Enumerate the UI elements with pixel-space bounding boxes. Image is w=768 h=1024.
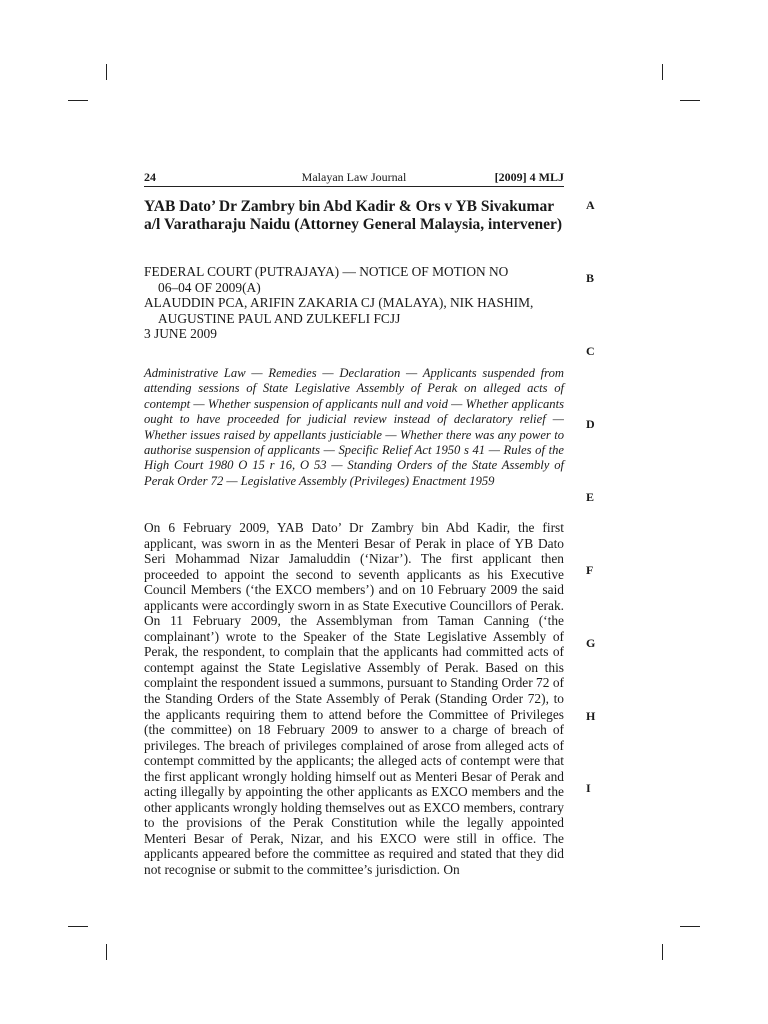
page-number: 24 (144, 170, 156, 184)
margin-letter: B (586, 271, 595, 285)
journal-title: Malayan Law Journal (301, 170, 407, 184)
margin-letter: E (586, 490, 595, 504)
margin-letter: H (586, 709, 596, 723)
crop-mark-top-right-vertical (662, 64, 663, 80)
judgment-date: 3 JUNE 2009 (144, 326, 217, 341)
crop-mark-bottom-right-vertical (662, 944, 663, 960)
margin-letter: I (586, 781, 591, 795)
running-header (144, 170, 564, 186)
margin-letter: C (586, 344, 595, 358)
court-info (144, 264, 564, 342)
crop-mark-top-right-horizontal (680, 100, 700, 101)
court-line: FEDERAL COURT (PUTRAJAYA) — NOTICE OF MOTION NO (144, 264, 509, 279)
case-title: YAB Dato’ Dr Zambry bin Abd Kadir & Ors v YB Sivakumar a/l Varatharaju Naidu (Attorney General Malaysia, intervener) (144, 198, 563, 233)
citation: [2009] 4 MLJ (494, 170, 564, 184)
judges-line-continued: AUGUSTINE PAUL AND ZULKEFLI FCJJ (158, 310, 401, 326)
margin-letter: D (586, 417, 595, 431)
crop-mark-bottom-left-horizontal (68, 926, 88, 927)
crop-mark-bottom-right-horizontal (680, 926, 700, 927)
margin-letter: G (586, 636, 596, 650)
motion-number: 06–04 OF 2009(A) (158, 279, 261, 295)
margin-letter: F (586, 563, 594, 577)
crop-mark-top-left-horizontal (68, 100, 88, 101)
judges-line: ALAUDDIN PCA, ARIFIN ZAKARIA CJ (MALAYA), NIK HASHIM, (144, 295, 534, 310)
crop-mark-top-left-vertical (106, 64, 107, 80)
header-rule (144, 186, 564, 187)
catchwords: Administrative Law — Remedies — Declaration — Applicants suspended from attending sessions of State Legislative Assembly of Perak on alleged acts of contempt — Whether suspension of applicants null and void — Whether applicants ought to have proceeded for judicial review instead of declaratory relief — Whether issues raised by appellants justiciable — Whether there was any power to authorise suspension of applicants — Specific Relief Act 1950 s 41 — Rules of the High Court 1980 O 15 r 16, O 53 — Standing Orders of the State Assembly of Perak Order 72 — Legislative Assembly (Privileges) Enactment 1959 (144, 366, 564, 488)
margin-letter: A (586, 198, 595, 212)
crop-mark-bottom-left-vertical (106, 944, 107, 960)
body-paragraph: On 6 February 2009, YAB Dato’ Dr Zambry bin Abd Kadir, the first applicant, was sworn in as the Menteri Besar of Perak in place of YB Dato Seri Mohammad Nizar Jamaluddin (‘Nizar’). The first applicant then proceeded to appoint the second to seventh applicants as his Executive Council Members (‘the EXCO members’) and on 10 February 2009 the said applicants were accordingly sworn in as State Executive Councillors of Perak. On 11 February 2009, the Assemblyman from Taman Canning (‘the complainant’) wrote to the Speaker of the State Legislative Assembly of Perak, the respondent, to complain that the applicants had committed acts of contempt against the State Legislative Assembly of Perak. Based on this complaint the respondent issued a summons, pursuant to Standing Order 72 of the Standing Orders of the State Assembly of Perak (Standing Order 72), to the applicants requiring them to attend before the Committee of Privileges (the committee) on 18 February 2009 to answer to a charge of breach of privileges. The breach of privileges complained of arose from alleged acts of contempt committed by the applicants; the alleged acts of contempt were that the first applicant wrongly holding himself out as Menteri Besar of Perak and acting illegally by appointing the other applicants as EXCO members and the other applicants wrongly holding themselves out as EXCO members, contrary to the provisions of the Perak Constitution while the legally appointed Menteri Besar of Perak, Nizar, and his EXCO were still in office. The applicants appeared before the committee as required and stated that they did not recognise or submit to the committee’s jurisdiction. On (144, 520, 564, 878)
